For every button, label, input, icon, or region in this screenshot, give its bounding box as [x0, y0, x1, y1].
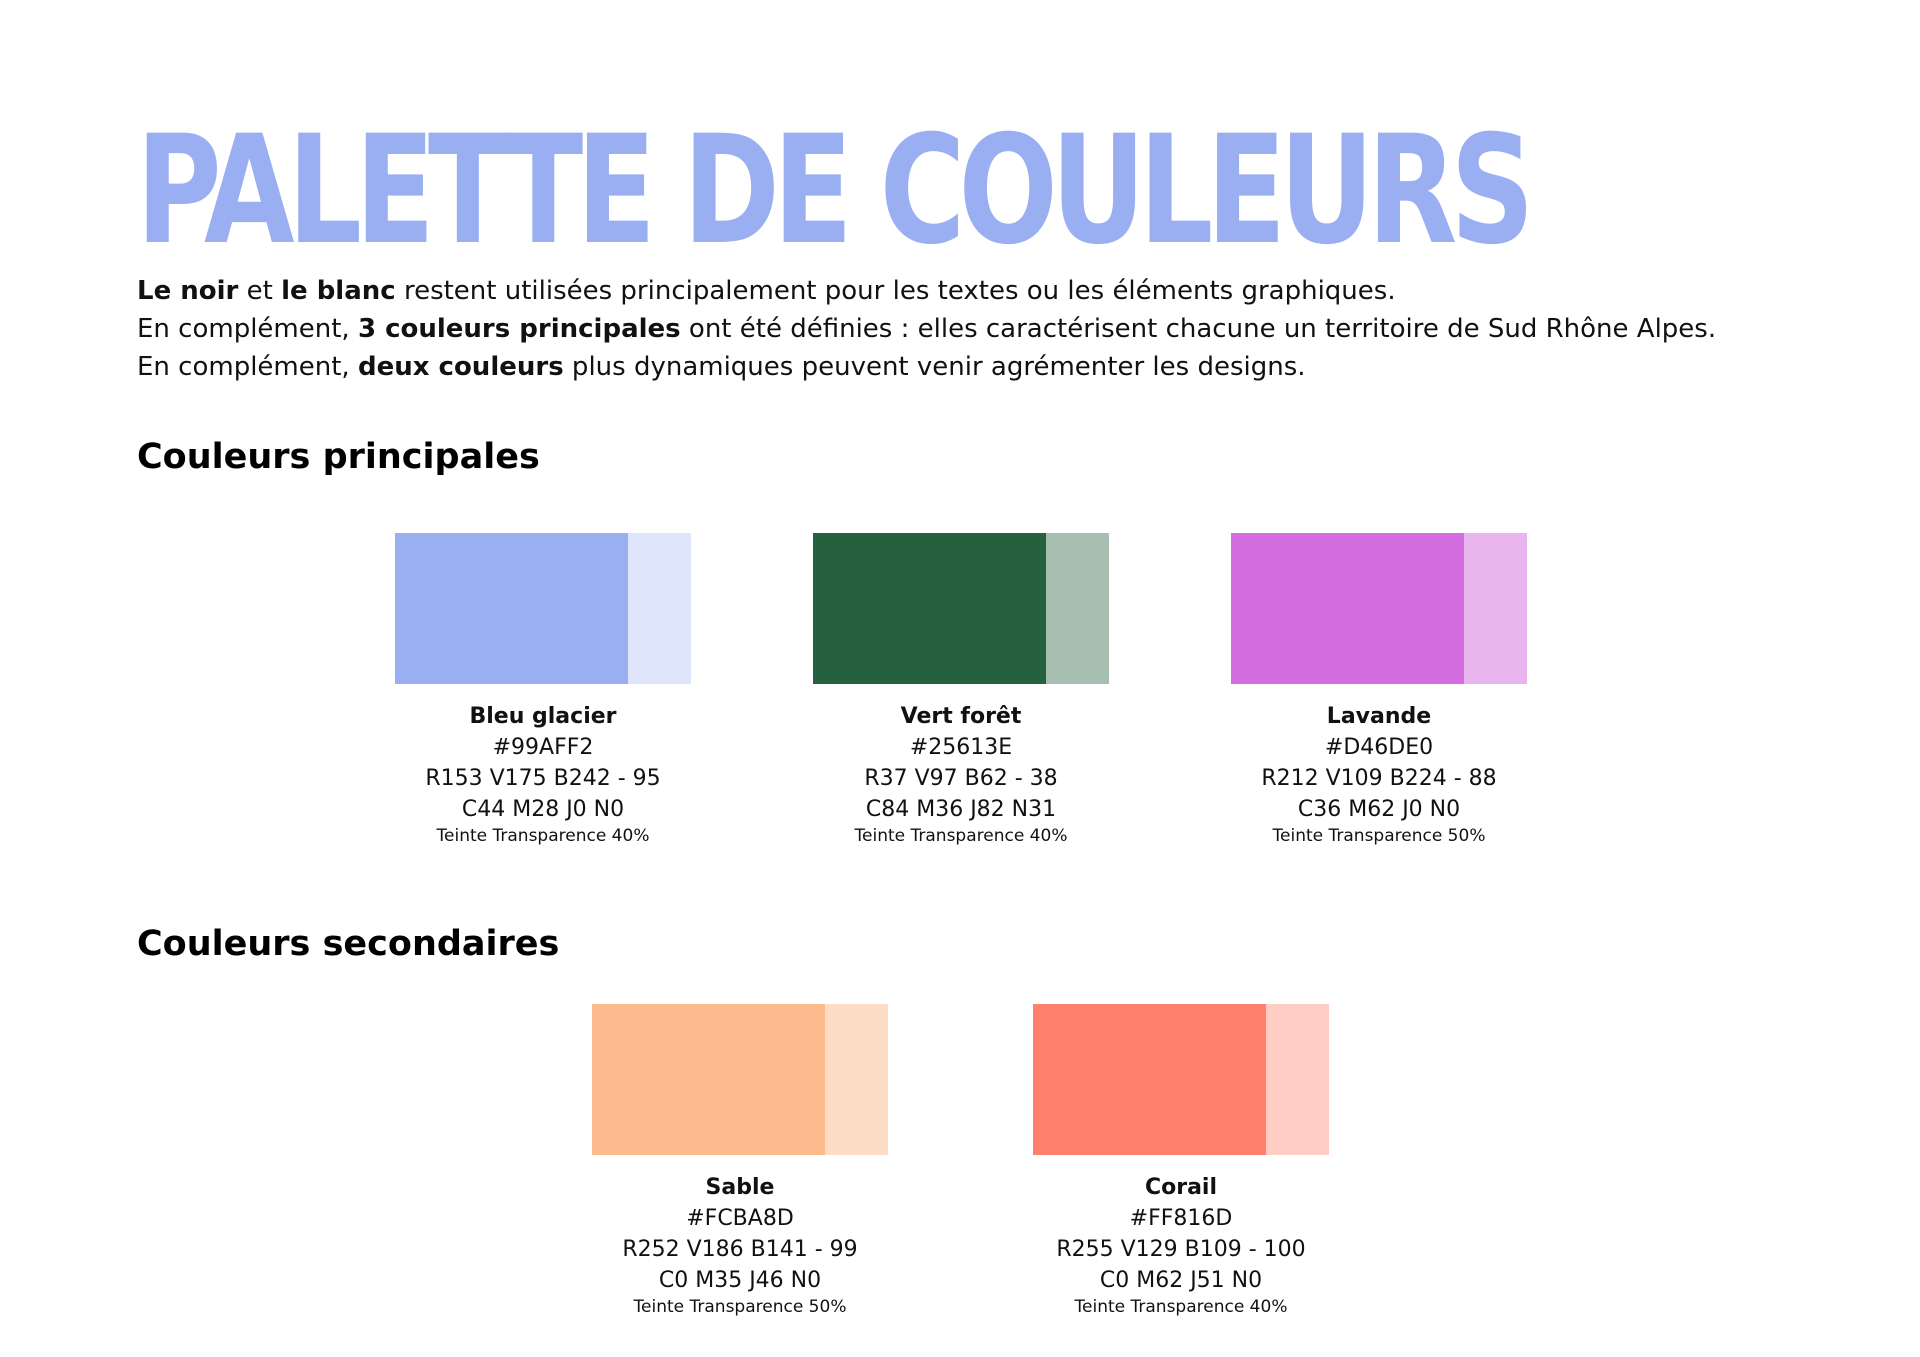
color-card-sable	[592, 1004, 888, 1317]
color-name: Bleu glacier	[469, 704, 617, 729]
color-card-corail	[1033, 1004, 1329, 1317]
color-tint-note: Teinte Transparence 40%	[436, 826, 650, 846]
swatch-tint-color	[1464, 533, 1527, 684]
swatch-main-color	[1033, 1004, 1266, 1155]
intro-text-fragment: plus dynamiques peuvent venir agrémenter les designs.	[563, 352, 1306, 382]
intro-bold-white: le blanc	[281, 276, 396, 306]
swatch-main-color	[813, 533, 1046, 684]
color-hex: #FCBA8D	[686, 1206, 794, 1231]
intro-bold-secondary-count: deux couleurs	[357, 352, 564, 382]
intro-text-fragment: et	[238, 276, 282, 306]
color-info	[1179, 702, 1579, 847]
color-name: Lavande	[1326, 704, 1432, 729]
color-info	[761, 702, 1161, 847]
page-title: PALETTE DE COULEURS	[136, 104, 1528, 278]
section-title-secondary: Couleurs secondaires	[137, 924, 560, 964]
intro-line-2	[137, 310, 1737, 386]
color-cmyk: C0 M35 J46 N0	[658, 1268, 822, 1293]
color-card-bleu-glacier	[395, 533, 691, 846]
color-cmyk: C0 M62 J51 N0	[1099, 1268, 1263, 1293]
color-name: Corail	[1144, 1175, 1218, 1200]
color-name: Vert forêt	[900, 704, 1022, 729]
intro-text-fragment: restent utilisées principalement pour les textes ou les éléments graphiques.	[395, 276, 1396, 306]
color-swatch	[395, 533, 691, 684]
color-rgb: R37 V97 B62 - 38	[864, 766, 1058, 791]
color-tint-note: Teinte Transparence 40%	[854, 826, 1068, 846]
color-tint-note: Teinte Transparence 40%	[1074, 1297, 1288, 1317]
color-tint-note: Teinte Transparence 50%	[1272, 826, 1486, 846]
color-hex: #99AFF2	[492, 735, 594, 760]
section-title-primary: Couleurs principales	[137, 437, 540, 477]
intro-text	[137, 272, 1737, 386]
color-rgb: R153 V175 B242 - 95	[425, 766, 661, 791]
color-swatch	[813, 533, 1109, 684]
color-swatch	[592, 1004, 888, 1155]
swatch-main-color	[592, 1004, 825, 1155]
swatch-main-color	[395, 533, 628, 684]
color-name: Sable	[705, 1175, 775, 1200]
swatch-main-color	[1231, 533, 1464, 684]
color-cmyk: C44 M28 J0 N0	[461, 797, 625, 822]
swatch-tint-color	[1266, 1004, 1329, 1155]
color-cmyk: C84 M36 J82 N31	[865, 797, 1057, 822]
swatch-tint-color	[628, 533, 691, 684]
color-hex: #25613E	[909, 735, 1013, 760]
intro-bold-black: Le noir	[137, 276, 239, 306]
color-rgb: R252 V186 B141 - 99	[622, 1237, 858, 1262]
color-card-lavande	[1231, 533, 1527, 846]
color-info	[981, 1173, 1381, 1318]
color-card-vert-foret	[813, 533, 1109, 846]
color-hex: #FF816D	[1129, 1206, 1233, 1231]
color-tint-note: Teinte Transparence 50%	[633, 1297, 847, 1317]
intro-text-fragment: En complément,	[137, 314, 358, 344]
color-rgb: R255 V129 B109 - 100	[1056, 1237, 1306, 1262]
intro-text-fragment: ont été définies : elles caractérisent chacune un territoire de Sud Rhône Alpes. En complément,	[137, 314, 1717, 382]
color-rgb: R212 V109 B224 - 88	[1261, 766, 1497, 791]
color-swatch	[1033, 1004, 1329, 1155]
color-swatch	[1231, 533, 1527, 684]
swatch-tint-color	[1046, 533, 1109, 684]
intro-bold-primary-count: 3 couleurs principales	[357, 314, 681, 344]
swatch-tint-color	[825, 1004, 888, 1155]
color-hex: #D46DE0	[1324, 735, 1434, 760]
color-info	[540, 1173, 940, 1318]
color-info	[343, 702, 743, 847]
intro-line-1	[137, 272, 1737, 310]
color-cmyk: C36 M62 J0 N0	[1297, 797, 1461, 822]
